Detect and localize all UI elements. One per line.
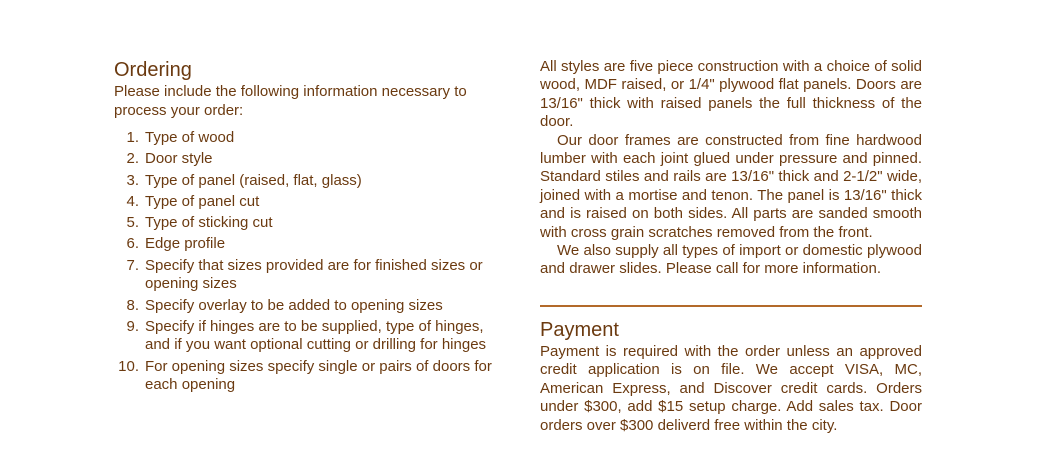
- ordering-list: [114, 129, 494, 395]
- ordering-heading: Ordering: [114, 59, 192, 81]
- list-item-number: 7.: [126, 256, 139, 274]
- list-item-text: Specify overlay to be added to opening sizes: [145, 296, 443, 314]
- list-item-text: Specify if hinges are to be supplied, type of hinges, and if you want optional cutting or drilling for hinges: [145, 317, 487, 354]
- list-item: [114, 193, 494, 212]
- list-item: [114, 214, 494, 233]
- list-item-text: For opening sizes specify single or pairs of doors for each opening: [145, 357, 492, 394]
- list-item: [114, 297, 494, 316]
- list-item: [114, 129, 494, 148]
- list-item-text: Type of panel cut: [145, 192, 260, 210]
- ordering-section: [114, 58, 494, 397]
- construction-paragraph: All styles are five piece construction with a choice of solid wood, MDF raised, or 1/4" plywood flat panels. Doors are 13/16" thick with raised panels the full thickness of the door.: [540, 58, 922, 131]
- list-item: [114, 358, 494, 395]
- payment-heading: Payment: [540, 318, 619, 341]
- list-item: [114, 318, 494, 355]
- list-item-text: Door style: [145, 150, 213, 168]
- list-item: [114, 150, 494, 169]
- section-divider: [540, 305, 922, 307]
- construction-and-payment-column: [540, 58, 922, 435]
- list-item-number: 1.: [126, 129, 139, 146]
- list-item-text: Type of panel (raised, flat, glass): [145, 171, 362, 189]
- list-item: [114, 257, 494, 294]
- list-item-number: 8.: [126, 296, 139, 314]
- list-item-text: Specify that sizes provided are for finished sizes or opening sizes: [145, 256, 483, 293]
- ordering-intro: Please include the following information necessary to process your order:: [114, 83, 467, 119]
- list-item: [114, 172, 494, 191]
- list-item-number: 6.: [126, 235, 139, 253]
- list-item-number: 4.: [126, 192, 139, 210]
- list-item-number: 5.: [126, 214, 139, 232]
- construction-paragraph: We also supply all types of import or domestic plywood and drawer slides. Please call for more information.: [540, 242, 922, 278]
- list-item-number: 2.: [126, 150, 139, 168]
- list-item-number: 10.: [118, 357, 139, 375]
- construction-paragraph: Our door frames are constructed from fine hardwood lumber with each joint glued under pressure and pinned. Standard stiles and rails are 13/16" thick and 2-1/2" wide, joined with a mortise and tenon. The panel is 13/16" thick and is raised on both sides. All parts are sanded smooth with cross grain scratches removed from the front.: [540, 131, 922, 241]
- list-item-text: Type of wood: [145, 129, 235, 146]
- list-item-number: 9.: [126, 317, 139, 335]
- list-item-number: 3.: [126, 171, 139, 189]
- list-item-text: Edge profile: [145, 235, 226, 253]
- list-item-text: Type of sticking cut: [145, 214, 273, 232]
- payment-text: Payment is required with the order unless an approved credit application is on file. We accept VISA, MC, American Express, and Discover credit cards. Orders under $300, add $15 setup charge. Add sales tax. Door orders over $300 deliverd free within the city.: [540, 342, 922, 434]
- list-item: [114, 235, 494, 254]
